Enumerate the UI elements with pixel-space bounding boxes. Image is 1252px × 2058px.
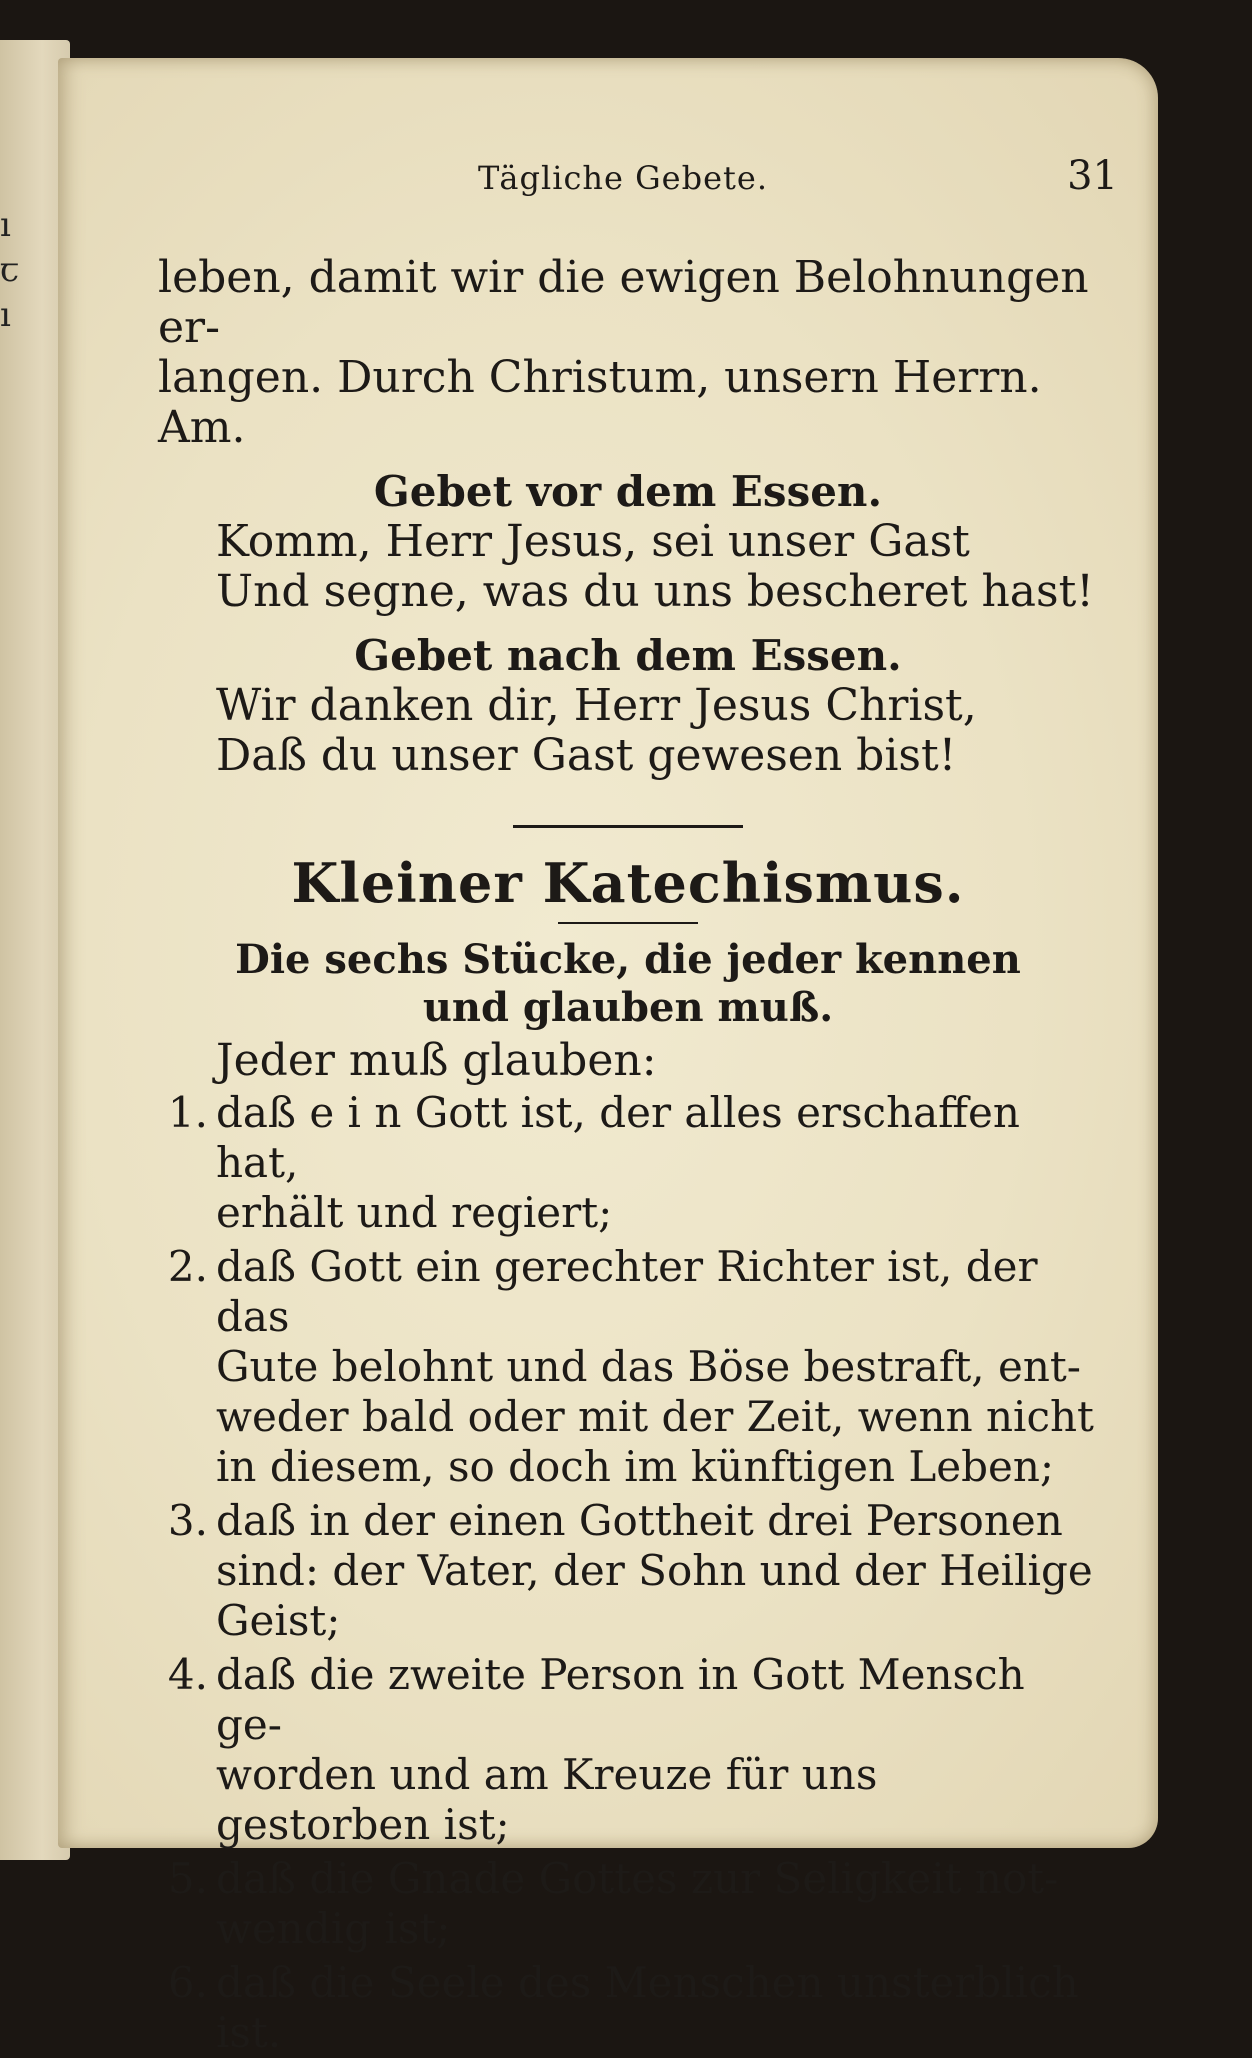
book-page [58,58,1158,2057]
heading-prayer-before-meal: Gebet vor dem Essen. [373,467,883,516]
item-line: daß die zweite Person in Gott Mensch ge- [216,1650,1025,1749]
item-line: weder bald oder mit der Zeit, wenn nicht [216,1392,1094,1441]
item-line: erhält und regiert; [216,1188,613,1237]
item-line: Geist; [216,1596,341,1645]
list-item [158,1496,1098,1646]
list-item [158,1242,1098,1492]
page-number: 31 [1067,153,1118,199]
facing-page-fragment: ꞇ [0,250,20,290]
item-line: Gute belohnt und das Böse bestraft, ent- [216,1342,1081,1391]
item-line: daß die Gnade Gottes zur Seligkeit not- [216,1854,1059,1903]
verse-line: Komm, Herr Jesus, sei unser Gast [216,516,970,567]
verse-line: Wir danken dir, Herr Jesus Christ, [216,680,977,731]
section-divider [513,825,743,828]
running-head [158,153,1118,203]
item-line: daß e i n Gott ist, der alles erschaffen hat, [216,1088,1020,1187]
item-number: 4. [167,1650,208,1699]
catechism-list [158,1088,1098,2058]
item-number: 5. [167,1854,208,1903]
running-head-title: Tägliche Gebete. [478,159,768,197]
item-number: 1. [167,1088,208,1137]
verse-line: Daß du unser Gast gewesen bist! [216,730,957,781]
item-number: 6. [167,1958,208,2007]
facing-page-fragment: ı [0,295,11,335]
list-item [158,1958,1098,2058]
page-body [158,253,1098,2058]
item-line: daß in der einen Gottheit drei Personen [216,1496,1063,1545]
item-line: wendig ist; [216,1904,451,1953]
verse-after-meal [158,681,1098,781]
catechism-intro: Jeder muß glauben: [216,1035,657,1086]
item-line: worden und am Kreuze für uns gestorben ist; [216,1750,878,1849]
catechism-subtitle-line: und glauben muß. [422,984,834,1031]
item-line: daß Gott ein gerechter Richter ist, der das [216,1242,1038,1341]
catechism-subtitle-line: Die sechs Stücke, die jeder kennen [235,936,1021,983]
item-number: 3. [167,1496,208,1545]
item-line: daß die Seele des Menschen unsterblich ist. [216,1958,1079,2057]
catechism-title: Kleiner Katechismus. [291,851,965,915]
item-line: in diesem, so doch im künftigen Leben; [216,1442,1055,1491]
heading-prayer-after-meal: Gebet nach dem Essen. [354,631,902,680]
list-item [158,1650,1098,1850]
title-underline [558,922,698,924]
facing-page-fragment: ı [0,205,11,245]
verse-line: Und segne, was du uns bescheret hast! [216,566,1094,617]
continuation-line: leben, damit wir die ewigen Belohnungen er- [158,252,1089,353]
list-item [158,1088,1098,1238]
verse-before-meal [158,517,1098,617]
list-item [158,1854,1098,1954]
item-line: sind: der Vater, der Sohn und der Heilige [216,1546,1093,1595]
continuation-line: langen. Durch Christum, unsern Herrn. Am. [158,352,1042,453]
item-number: 2. [167,1242,208,1291]
